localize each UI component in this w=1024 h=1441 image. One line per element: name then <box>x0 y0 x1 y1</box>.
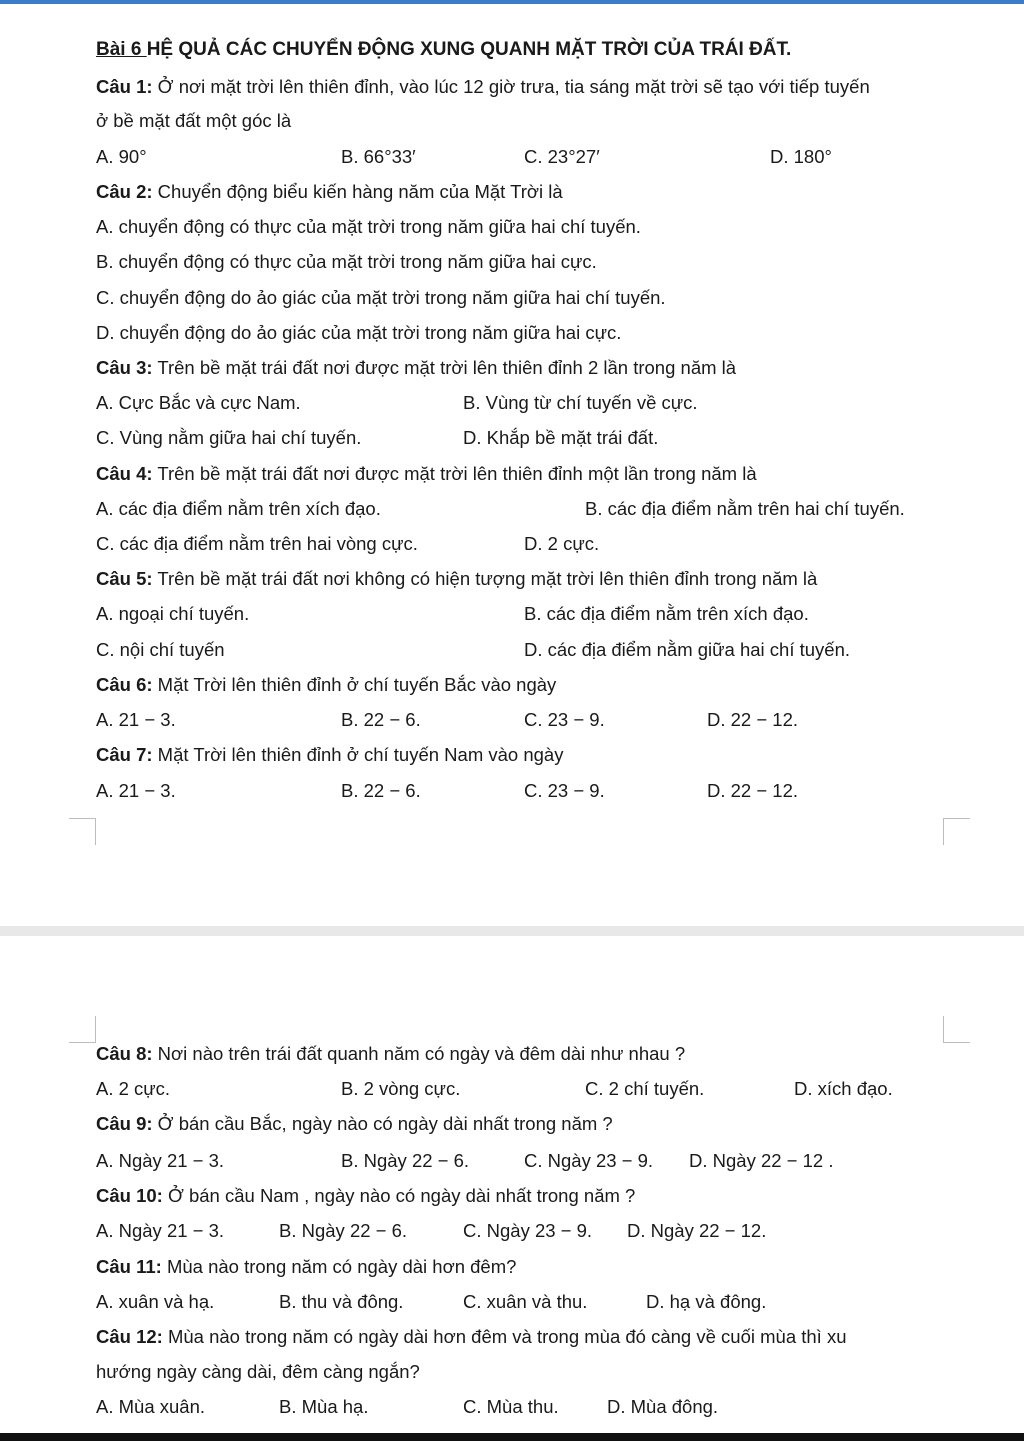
question-12 <box>96 1325 847 1349</box>
page-margin-corner-bottom-right <box>943 818 970 845</box>
question-12-continued: hướng ngày càng dài, đêm càng ngắn? <box>96 1361 420 1382</box>
question-text: Trên bề mặt trái đất nơi không có hiện tượng mặt trời lên thiên đỉnh trong năm là <box>152 568 818 589</box>
q3-option-d: D. Khắp bề mặt trái đất. <box>463 427 659 448</box>
question-1-continued: ở bề mặt đất một góc là <box>96 110 292 131</box>
q1-option-a: A. 90° <box>96 146 147 167</box>
q7-option-a: A. 21 − 3. <box>96 780 176 801</box>
q11-option-b: B. thu và đông. <box>279 1291 404 1312</box>
q6-option-b: B. 22 − 6. <box>341 709 421 730</box>
q6-option-c: C. 23 − 9. <box>524 709 605 730</box>
question-11 <box>96 1255 516 1279</box>
q2-option-b: B. chuyển động có thực của mặt trời trong năm giữa hai cực. <box>96 251 597 272</box>
q1-option-c: C. 23°27′ <box>524 146 600 167</box>
question-label: Câu 6: <box>96 674 153 695</box>
q7-option-d: D. 22 − 12. <box>707 780 799 801</box>
question-5 <box>96 567 817 591</box>
question-7 <box>96 743 563 767</box>
question-text: Mùa nào trong năm có ngày dài hơn đêm và trong mùa đó càng về cuối mùa thì xu <box>162 1326 847 1347</box>
q2-option-d: D. chuyển động do ảo giác của mặt trời trong năm giữa hai cực. <box>96 322 622 343</box>
question-label: Câu 5: <box>96 568 153 589</box>
q12-option-d: D. Mùa đông. <box>607 1396 719 1417</box>
q10-option-d: D. Ngày 22 − 12. <box>627 1220 767 1241</box>
question-9 <box>96 1112 613 1136</box>
question-4 <box>96 462 757 486</box>
question-8 <box>96 1042 685 1066</box>
q10-option-a: A. Ngày 21 − 3. <box>96 1220 225 1241</box>
q7-option-b: B. 22 − 6. <box>341 780 421 801</box>
q5-option-d: D. các địa điểm nằm giữa hai chí tuyến. <box>524 639 851 660</box>
q11-option-a: A. xuân và hạ. <box>96 1291 215 1312</box>
q1-option-b: B. 66°33′ <box>341 146 416 167</box>
q12-option-b: B. Mùa hạ. <box>279 1396 369 1417</box>
q3-option-b: B. Vùng từ chí tuyến về cực. <box>463 392 698 413</box>
question-1 <box>96 75 870 99</box>
q8-option-d: D. xích đạo. <box>794 1078 893 1099</box>
q9-option-b: B. Ngày 22 − 6. <box>341 1150 470 1171</box>
question-label: Câu 2: <box>96 181 153 202</box>
q5-option-c: C. nội chí tuyến <box>96 639 225 660</box>
question-label: Câu 4: <box>96 463 153 484</box>
question-label: Câu 8: <box>96 1043 153 1064</box>
question-label: Câu 10: <box>96 1185 163 1206</box>
q5-option-a: A. ngoại chí tuyến. <box>96 603 250 624</box>
q8-option-a: A. 2 cực. <box>96 1078 171 1099</box>
q2-option-c: C. chuyển động do ảo giác của mặt trời trong năm giữa hai chí tuyến. <box>96 287 666 308</box>
page-margin-corner-top-right <box>943 1016 970 1043</box>
page-margin-corner-top-left <box>69 1016 96 1043</box>
q9-option-d: D. Ngày 22 − 12 . <box>689 1150 834 1171</box>
document-page-1 <box>0 4 1024 926</box>
q10-option-c: C. Ngày 23 − 9. <box>463 1220 593 1241</box>
q8-option-b: B. 2 vòng cực. <box>341 1078 461 1099</box>
document-page-2 <box>0 936 1024 1433</box>
q8-option-c: C. 2 chí tuyến. <box>585 1078 705 1099</box>
q4-option-c: C. các địa điểm nằm trên hai vòng cực. <box>96 533 418 554</box>
q11-option-c: C. xuân và thu. <box>463 1291 588 1312</box>
q4-option-a: A. các địa điểm nằm trên xích đạo. <box>96 498 381 519</box>
question-text: Mặt Trời lên thiên đỉnh ở chí tuyến Nam vào ngày <box>152 744 564 765</box>
question-text: Trên bề mặt trái đất nơi được mặt trời lên thiên đỉnh một lần trong năm là <box>152 463 757 484</box>
page-break <box>0 926 1024 936</box>
question-label: Câu 11: <box>96 1256 162 1277</box>
q5-option-b: B. các địa điểm nằm trên xích đạo. <box>524 603 809 624</box>
question-label: Câu 12: <box>96 1326 163 1347</box>
q6-option-d: D. 22 − 12. <box>707 709 799 730</box>
question-label: Câu 3: <box>96 357 153 378</box>
question-text: Ở bán cầu Nam , ngày nào có ngày dài nhất trong năm ? <box>162 1185 636 1206</box>
lesson-number: Bài 6 <box>96 39 147 60</box>
question-2 <box>96 180 563 204</box>
question-6 <box>96 673 556 697</box>
q1-option-d: D. 180° <box>770 146 832 167</box>
q4-option-d: D. 2 cực. <box>524 533 600 554</box>
question-text: Nơi nào trên trái đất quanh năm có ngày và đêm dài như nhau ? <box>152 1043 686 1064</box>
q3-option-a: A. Cực Bắc và cực Nam. <box>96 392 301 413</box>
q6-option-a: A. 21 − 3. <box>96 709 176 730</box>
lesson-title <box>96 38 791 62</box>
q12-option-c: C. Mùa thu. <box>463 1396 559 1417</box>
q9-option-a: A. Ngày 21 − 3. <box>96 1150 225 1171</box>
q12-option-a: A. Mùa xuân. <box>96 1396 206 1417</box>
question-label: Câu 1: <box>96 76 153 97</box>
question-label: Câu 7: <box>96 744 153 765</box>
question-3 <box>96 356 736 380</box>
q3-option-c: C. Vùng nằm giữa hai chí tuyến. <box>96 427 362 448</box>
q10-option-b: B. Ngày 22 − 6. <box>279 1220 408 1241</box>
question-text: Ở bán cầu Bắc, ngày nào có ngày dài nhất trong năm ? <box>152 1113 613 1134</box>
question-label: Câu 9: <box>96 1113 153 1134</box>
page-margin-corner-bottom-left <box>69 818 96 845</box>
bottom-edge-bar <box>0 1433 1024 1441</box>
question-text: Mặt Trời lên thiên đỉnh ở chí tuyến Bắc vào ngày <box>152 674 557 695</box>
q11-option-d: D. hạ và đông. <box>646 1291 767 1312</box>
question-text: Chuyển động biểu kiến hàng năm của Mặt Trời là <box>152 181 563 202</box>
q2-option-a: A. chuyển động có thực của mặt trời trong năm giữa hai chí tuyến. <box>96 216 641 237</box>
q9-option-c: C. Ngày 23 − 9. <box>524 1150 654 1171</box>
lesson-heading: HỆ QUẢ CÁC CHUYỂN ĐỘNG XUNG QUANH MẶT TRỜI CỦA TRÁI ĐẤT. <box>146 39 792 60</box>
question-text: Trên bề mặt trái đất nơi được mặt trời lên thiên đỉnh 2 lần trong năm là <box>152 357 737 378</box>
q7-option-c: C. 23 − 9. <box>524 780 605 801</box>
q4-option-b: B. các địa điểm nằm trên hai chí tuyến. <box>585 498 905 519</box>
question-text: Mùa nào trong năm có ngày dài hơn đêm? <box>161 1256 517 1277</box>
question-10 <box>96 1184 635 1208</box>
question-text: Ở nơi mặt trời lên thiên đỉnh, vào lúc 12 giờ trưa, tia sáng mặt trời sẽ tạo với tiếp tuyến <box>152 76 870 97</box>
